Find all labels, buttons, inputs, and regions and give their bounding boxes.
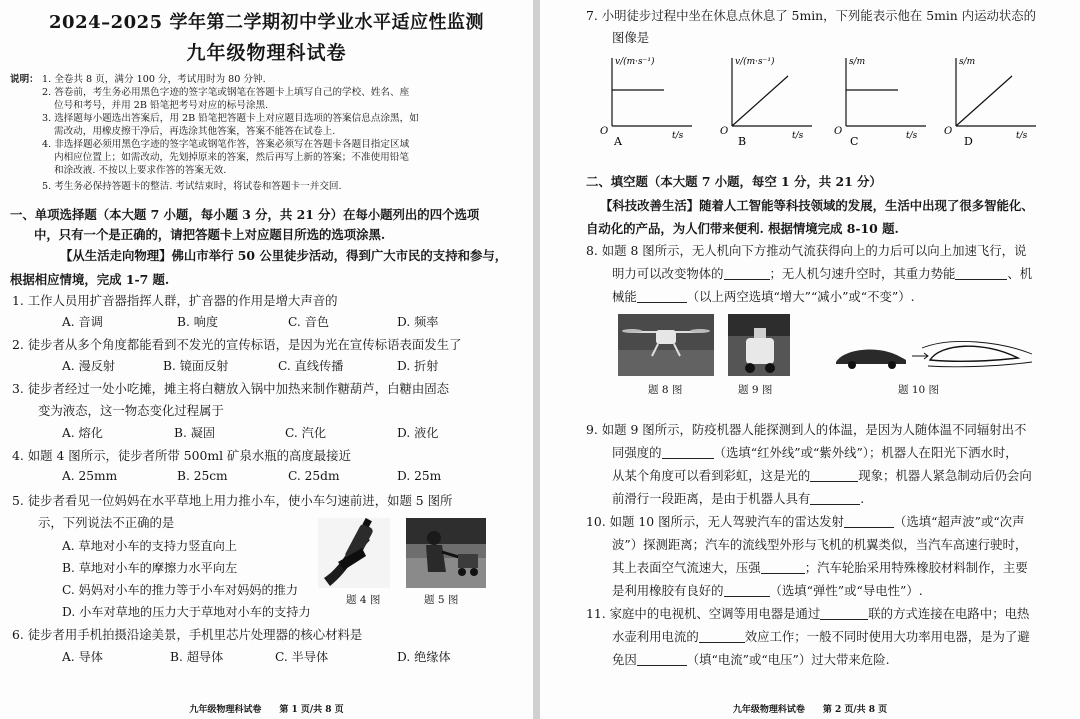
q11-text: 效应工作；一般不同时使用大功率用电器，是为了避 bbox=[744, 629, 1030, 644]
question-10 bbox=[586, 512, 1024, 530]
option-b[interactable]: B. 超导体 bbox=[170, 650, 224, 664]
q8-text: 、机 bbox=[1007, 266, 1033, 281]
graph-ylabel: s/m bbox=[959, 57, 976, 67]
exam-page-1 bbox=[0, 0, 533, 719]
question-10-line3 bbox=[612, 558, 1028, 576]
context-paragraph-cont: 自动化的产品，为人们带来便利. 根据情境完成 8-10 题. bbox=[586, 221, 899, 236]
q9-text: 同强度的 bbox=[612, 445, 662, 460]
answer-blank[interactable] bbox=[637, 290, 687, 303]
fig-10-car-wing-image bbox=[832, 338, 1036, 372]
option-a[interactable]: A. 草地对小车的支持力竖直向上 bbox=[62, 539, 237, 553]
fig-4-bottle-image bbox=[318, 518, 390, 588]
note-line: 内相应位置上；如需改动，先划掉原来的答案，然后再写上新的答案；不准使用铅笔 bbox=[54, 152, 409, 163]
question-9: 9. 如题 9 图所示，防疫机器人能探测到人的体温，是因为人随体温不同辐射出不 bbox=[586, 422, 1027, 437]
graph-a-plot bbox=[598, 54, 698, 146]
note-line: 和涂改液. 不按以上要求作答的答案无效. bbox=[54, 165, 227, 176]
question-2: 2. 徒步者从多个角度都能看到不发光的宣传标语，是因为光在宣传标语表面发生了 bbox=[12, 337, 462, 352]
option-a[interactable]: A. 熔化 bbox=[62, 426, 103, 440]
option-b[interactable]: B. 草地对小车的摩擦力水平向左 bbox=[62, 561, 238, 575]
q9-text: （选填“红外线”或“紫外线”）；机器人在阳光下洒水时， bbox=[713, 445, 1018, 460]
graph-xlabel: t/s bbox=[906, 131, 918, 141]
question-9-line3 bbox=[612, 466, 1032, 484]
option-b[interactable]: B. 25cm bbox=[177, 469, 228, 483]
fig-10-caption: 题 10 图 bbox=[898, 384, 940, 396]
graph-origin: O bbox=[600, 126, 609, 137]
exam-page-2 bbox=[540, 0, 1080, 719]
option-a[interactable]: A. 导体 bbox=[62, 650, 103, 664]
fig-9-robot-image bbox=[728, 314, 790, 376]
graph-ylabel: v/(m·s⁻¹) bbox=[735, 57, 775, 67]
question-11-line3 bbox=[612, 650, 890, 668]
option-c[interactable]: C. 半导体 bbox=[275, 650, 329, 664]
q10-text: （选填“超声波”或“次声 bbox=[893, 514, 1025, 529]
graph-c-plot bbox=[832, 54, 932, 146]
question-3: 3. 徒步者经过一处小吃摊，摊主将白糖放入锅中加热来制作糖葫芦，白糖由固态 bbox=[12, 381, 450, 396]
answer-blank[interactable] bbox=[810, 469, 858, 482]
question-3-cont: 变为液态，这一物态变化过程属于 bbox=[38, 403, 224, 418]
question-11-line2 bbox=[612, 627, 1030, 645]
graph-xlabel: t/s bbox=[672, 131, 684, 141]
question-7-cont: 图像是 bbox=[612, 30, 650, 45]
question-9-line4 bbox=[612, 489, 864, 507]
section-heading-cont: 中，只有一个是正确的，请把答题卡上对应题目所选的选项涂黑. bbox=[34, 227, 386, 242]
note-line: 5. 考生务必保持答题卡的整洁. 考试结束时，将试卷和答题卡一并交回. bbox=[42, 181, 342, 192]
option-c[interactable]: C. 妈妈对小车的推力等于小车对妈妈的推力 bbox=[62, 583, 299, 597]
graph-letter: A bbox=[614, 135, 622, 146]
graph-d-plot bbox=[942, 54, 1042, 146]
q8-text: ；无人机匀速升空时，其重力势能 bbox=[769, 266, 956, 281]
question-1: 1. 工作人员用扩音器指挥人群，扩音器的作用是增大声音的 bbox=[12, 293, 338, 308]
option-d[interactable]: D. 小车对草地的压力大于草地对小车的支持力 bbox=[62, 605, 311, 619]
graph-origin: O bbox=[944, 126, 953, 137]
page-footer: 九年级物理科试卷 第 1 页/共 8 页 bbox=[189, 705, 344, 715]
answer-blank[interactable] bbox=[724, 584, 770, 597]
fig-9-caption: 题 9 图 bbox=[738, 384, 773, 396]
option-c[interactable]: C. 直线传播 bbox=[278, 359, 344, 373]
question-10-line2: 波”）探测距离；汽车的流线型外形与飞机的机翼类似，当汽车高速行驶时， bbox=[612, 537, 1028, 552]
answer-blank[interactable] bbox=[761, 561, 805, 574]
option-b[interactable]: B. 镜面反射 bbox=[163, 359, 229, 373]
graph-ylabel: v/(m·s⁻¹) bbox=[615, 57, 655, 67]
note-line: 3. 选择题每小题选出答案后，用 2B 铅笔把答题卡上对应题目选项的答案信息点涂黑，如 bbox=[42, 113, 419, 124]
graph-option-d[interactable] bbox=[942, 54, 1042, 150]
option-d[interactable]: D. 25m bbox=[397, 469, 442, 483]
q9-text: . bbox=[860, 491, 865, 506]
section-2-heading: 二、填空题（本大题 7 小题，每空 1 分，共 21 分） bbox=[586, 174, 882, 189]
q9-text: 现象；机器人紧急制动后仍会向 bbox=[858, 468, 1032, 483]
q10-text: （选填“弹性”或“导电性”）. bbox=[769, 583, 923, 598]
exam-subtitle: 九年级物理科试卷 bbox=[186, 42, 347, 64]
q8-text: 明力可以改变物体的 bbox=[612, 266, 724, 281]
q11-text: 免因 bbox=[612, 652, 637, 667]
option-c[interactable]: C. 音色 bbox=[288, 315, 330, 329]
section-heading: 一、单项选择题（本大题 7 小题，每小题 3 分，共 21 分）在每小题列出的四个选项 bbox=[10, 207, 480, 222]
question-11 bbox=[586, 604, 1029, 622]
note-line: 位号和考号，并用 2B 铅笔把考号对应的标号涂黑. bbox=[54, 100, 269, 111]
option-a[interactable]: A. 25mm bbox=[62, 469, 118, 483]
answer-blank[interactable] bbox=[844, 515, 894, 528]
notes-label: 说明： bbox=[10, 74, 39, 85]
option-b[interactable]: B. 凝固 bbox=[174, 426, 216, 440]
option-c[interactable]: C. 25dm bbox=[288, 469, 340, 483]
option-d[interactable]: D. 频率 bbox=[397, 315, 439, 329]
exam-title: 2024–2025 学年第二学期初中学业水平适应性监测 bbox=[49, 12, 484, 33]
fig-4-caption: 题 4 图 bbox=[346, 594, 381, 606]
graph-letter: D bbox=[964, 135, 973, 146]
graph-letter: C bbox=[850, 135, 859, 146]
question-7: 7. 小明徒步过程中坐在休息点休息了 5min，下列能表示他在 5min 内运动状态的 bbox=[586, 8, 1037, 23]
q11-text: 11. 家庭中的电视机、空调等用电器是通过 bbox=[586, 606, 821, 621]
q11-text: 水壶利用电流的 bbox=[612, 629, 699, 644]
graph-ylabel: s/m bbox=[849, 57, 866, 67]
question-8-line3 bbox=[612, 287, 915, 305]
q10-text: 其上表面空气流速大，压强 bbox=[612, 560, 761, 575]
q11-text: 联的方式连接在电路中；电热 bbox=[868, 606, 1030, 621]
q10-text: ；汽车轮胎采用特殊橡胶材料制作，主要 bbox=[804, 560, 1028, 575]
option-d[interactable]: D. 折射 bbox=[397, 359, 439, 373]
question-6: 6. 徒步者用手机拍摄沿途美景，手机里芯片处理器的核心材料是 bbox=[12, 627, 363, 642]
q8-text: （以上两空选填“增大”“减小”或“不变”）. bbox=[686, 289, 915, 304]
question-9-line2 bbox=[612, 443, 1018, 461]
answer-blank[interactable] bbox=[724, 267, 770, 280]
answer-blank[interactable] bbox=[662, 446, 714, 459]
q9-text: 前滑行一段距离，是由于机器人具有 bbox=[612, 491, 811, 506]
note-line: 2. 答卷前，考生务必用黑色字迹的签字笔或钢笔在答题卡上填写自己的学校、姓名、座 bbox=[42, 87, 410, 98]
q10-text: 10. 如题 10 图所示，无人驾驶汽车的雷达发射 bbox=[586, 514, 844, 529]
question-5: 5. 徒步者看见一位妈妈在水平草地上用力推小车，使小车匀速前进，如题 5 图所 bbox=[12, 493, 453, 508]
graph-origin: O bbox=[834, 126, 843, 137]
question-5-cont: 示，下列说法不正确的是 bbox=[38, 515, 175, 530]
q9-text: 从某个角度可以看到彩虹，这是光的 bbox=[612, 468, 811, 483]
q8-text: 械能 bbox=[612, 289, 637, 304]
note-line: 4. 非选择题必须用黑色字迹的签字笔或钢笔作答，答案必须写在答题卡各题目指定区域 bbox=[42, 139, 410, 150]
option-d[interactable]: D. 液化 bbox=[397, 426, 439, 440]
question-8: 8. 如题 8 图所示，无人机向下方推动气流获得向上的力后可以向上加速飞行，说 bbox=[586, 243, 1027, 258]
graph-option-c[interactable] bbox=[832, 54, 932, 150]
question-10-line4 bbox=[612, 581, 923, 599]
option-d[interactable]: D. 绝缘体 bbox=[397, 650, 451, 664]
graph-option-a[interactable] bbox=[598, 54, 698, 150]
fig-5-caption: 题 5 图 bbox=[424, 594, 459, 606]
q11-text: （填“电流”或“电压”）过大带来危险. bbox=[686, 652, 890, 667]
fig-8-drone-image bbox=[618, 314, 714, 376]
graph-origin: O bbox=[720, 126, 729, 137]
q10-text: 是利用橡胶有良好的 bbox=[612, 583, 724, 598]
option-c[interactable]: C. 汽化 bbox=[285, 426, 327, 440]
graph-letter: B bbox=[738, 135, 747, 146]
graph-xlabel: t/s bbox=[1016, 131, 1028, 141]
answer-blank[interactable] bbox=[820, 607, 868, 620]
option-b[interactable]: B. 响度 bbox=[177, 315, 219, 329]
context-paragraph-cont: 根据相应情境，完成 1-7 题. bbox=[10, 272, 170, 287]
note-line: 1. 全卷共 8 页，满分 100 分，考试用时为 80 分钟. bbox=[42, 74, 266, 85]
page-footer: 九年级物理科试卷 第 2 页/共 8 页 bbox=[732, 705, 888, 715]
fig-8-caption: 题 8 图 bbox=[648, 384, 683, 396]
question-8-line2 bbox=[612, 264, 1032, 282]
question-4: 4. 如题 4 图所示，徒步者所带 500ml 矿泉水瓶的高度最接近 bbox=[12, 448, 351, 463]
context-paragraph: 【科技改善生活】随着人工智能等科技领域的发展，生活中出现了很多智能化、 bbox=[600, 198, 1034, 213]
fig-5-cart-image bbox=[406, 518, 486, 588]
graph-xlabel: t/s bbox=[792, 131, 804, 141]
option-a[interactable]: A. 音调 bbox=[62, 315, 103, 329]
answer-blank[interactable] bbox=[699, 630, 745, 643]
answer-blank[interactable] bbox=[955, 267, 1007, 280]
graph-option-b[interactable] bbox=[718, 54, 818, 150]
page-gutter bbox=[533, 0, 540, 719]
answer-blank[interactable] bbox=[810, 492, 860, 505]
answer-blank[interactable] bbox=[637, 653, 687, 666]
graph-b-plot bbox=[718, 54, 818, 146]
context-paragraph: 【从生活走向物理】佛山市举行 50 公里徒步活动，得到广大市民的支持和参与， bbox=[60, 248, 508, 263]
note-line: 需改动，用橡皮擦干净后，再选涂其他答案，答案不能答在试卷上. bbox=[54, 126, 336, 137]
option-a[interactable]: A. 漫反射 bbox=[62, 359, 116, 373]
